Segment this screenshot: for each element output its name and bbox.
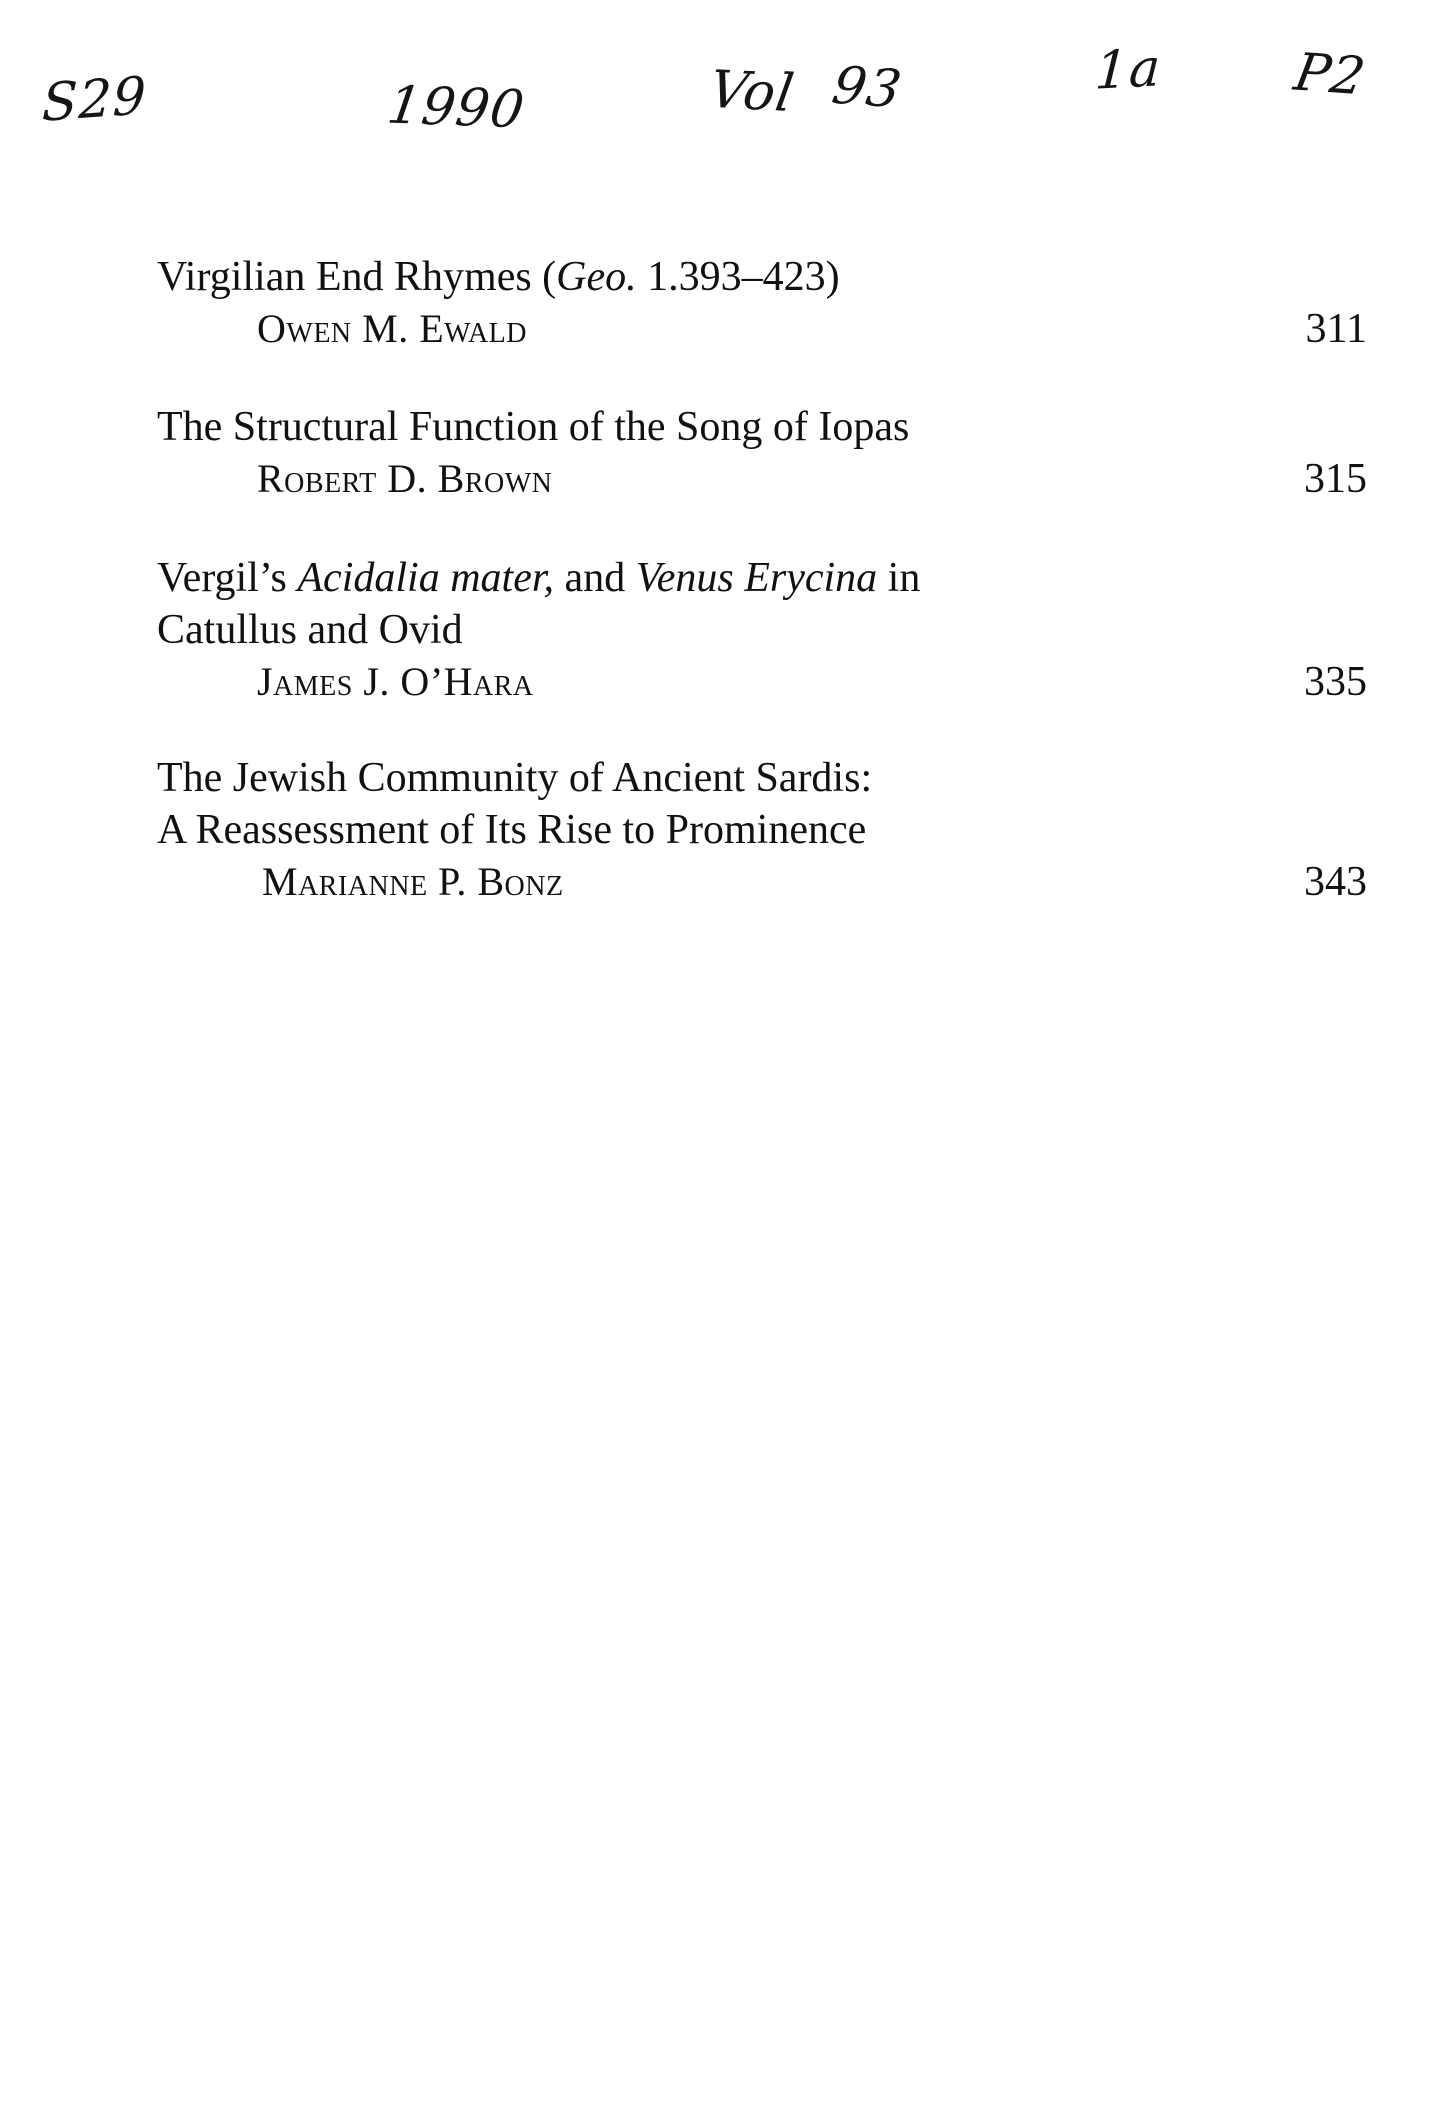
toc-entry-title: Virgilian End Rhymes (Geo. 1.393–423) <box>157 254 840 300</box>
toc-entry-author: Robert D. Brown <box>257 456 553 501</box>
toc-entry <box>157 401 1367 505</box>
toc-entry <box>157 251 1367 355</box>
toc-entry-byline <box>157 656 1367 708</box>
toc-entry-author: James J. O’Hara <box>257 659 534 704</box>
toc-entry-author: Owen M. Ewald <box>257 306 528 351</box>
toc-entry-title: The Jewish Community of Ancient Sardis: <box>157 755 873 801</box>
handwritten-note-vol-number: 93 <box>827 55 907 121</box>
toc-entry-author: Marianne P. Bonz <box>262 859 564 904</box>
handwritten-note-year: 1990 <box>383 75 529 141</box>
toc-entry-title: Vergil’s Acidalia mater, and Venus Erycina in <box>157 555 921 601</box>
toc-entry-title-line2: Catullus and Ovid <box>157 607 463 653</box>
toc-entry-title-line2: A Reassessment of Its Rise to Prominence <box>157 807 867 853</box>
toc-entry <box>157 752 1367 908</box>
handwritten-note-vol-label: Vol <box>705 60 799 124</box>
handwritten-note-page: P2 <box>1289 42 1371 108</box>
toc-entry-page-number: 315 <box>1304 456 1367 502</box>
handwritten-note-shelfmark: S29 <box>41 66 148 134</box>
handwritten-note-issue: 1a <box>1093 38 1163 102</box>
toc-entry-page-number: 335 <box>1304 659 1367 705</box>
toc-entry-byline <box>157 856 1367 908</box>
toc-entry-page-number: 343 <box>1304 859 1367 905</box>
toc-entry-page-number: 311 <box>1305 306 1367 352</box>
toc-entry-byline <box>157 453 1367 505</box>
toc-entry-title: The Structural Function of the Song of Iopas <box>157 404 910 450</box>
toc-entry-byline <box>157 303 1367 355</box>
toc-entry <box>157 552 1367 708</box>
